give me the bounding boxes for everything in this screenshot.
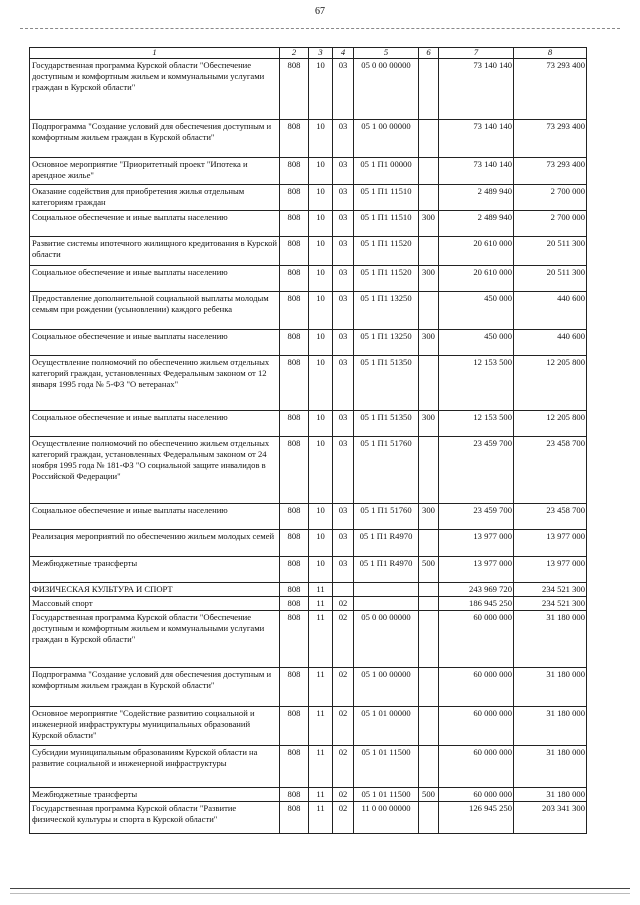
row-section-cell: 11 (309, 746, 333, 788)
row-section-cell: 10 (309, 292, 333, 330)
row-amount-2-cell: 440 600 (514, 292, 587, 330)
row-name-cell: Основное мероприятие "Содействие развитию социальной и инженерной инфраструктуры муниципальных образований Курской области" (30, 707, 280, 746)
row-target-article-cell: 05 0 00 00000 (354, 611, 419, 668)
row-amount-2-cell: 2 700 000 (514, 211, 587, 237)
header-col-4: 4 (333, 48, 354, 59)
row-code-cell: 808 (280, 557, 309, 583)
row-amount-1-cell: 73 140 140 (439, 158, 514, 185)
row-target-article-cell: 05 1 П1 51760 (354, 437, 419, 504)
bottom-divider-light (10, 893, 630, 894)
row-name-cell: Развитие системы ипотечного жилищного кредитования в Курской области (30, 237, 280, 266)
row-subsection-cell: 03 (333, 120, 354, 158)
row-code-cell: 808 (280, 292, 309, 330)
row-target-article-cell: 05 1 П1 00000 (354, 158, 419, 185)
row-amount-1-cell: 243 969 720 (439, 583, 514, 597)
row-section-cell: 10 (309, 211, 333, 237)
table-row (30, 611, 587, 668)
row-amount-1-cell: 13 977 000 (439, 557, 514, 583)
row-subsection-cell: 02 (333, 707, 354, 746)
row-expense-type-cell: 300 (419, 330, 439, 356)
table-row (30, 788, 587, 802)
table-row (30, 504, 587, 530)
table-row (30, 411, 587, 437)
table-row (30, 437, 587, 504)
row-amount-2-cell: 31 180 000 (514, 746, 587, 788)
row-name-cell: Социальное обеспечение и иные выплаты населению (30, 504, 280, 530)
row-expense-type-cell (419, 292, 439, 330)
row-subsection-cell: 03 (333, 158, 354, 185)
row-amount-2-cell: 440 600 (514, 330, 587, 356)
row-name-cell: Реализация мероприятий по обеспечению жильем молодых семей (30, 530, 280, 557)
row-subsection-cell: 03 (333, 530, 354, 557)
row-subsection-cell: 03 (333, 237, 354, 266)
row-amount-1-cell: 450 000 (439, 292, 514, 330)
row-amount-1-cell: 12 153 500 (439, 356, 514, 411)
row-name-cell: Социальное обеспечение и иные выплаты населению (30, 266, 280, 292)
row-target-article-cell: 05 1 00 00000 (354, 668, 419, 707)
row-amount-2-cell: 31 180 000 (514, 611, 587, 668)
table-row (30, 59, 587, 120)
row-target-article-cell: 05 1 П1 11510 (354, 185, 419, 211)
row-expense-type-cell: 500 (419, 788, 439, 802)
row-amount-1-cell: 186 945 250 (439, 597, 514, 611)
row-amount-2-cell: 31 180 000 (514, 707, 587, 746)
table-row (30, 802, 587, 834)
row-expense-type-cell (419, 437, 439, 504)
row-section-cell: 10 (309, 504, 333, 530)
row-code-cell: 808 (280, 158, 309, 185)
row-subsection-cell: 02 (333, 746, 354, 788)
row-subsection-cell: 03 (333, 330, 354, 356)
row-code-cell: 808 (280, 504, 309, 530)
row-amount-1-cell: 20 610 000 (439, 237, 514, 266)
row-name-cell: Государственная программа Курской области "Развитие физической культуры и спорта в Курской области" (30, 802, 280, 834)
table-row (30, 185, 587, 211)
row-amount-1-cell: 20 610 000 (439, 266, 514, 292)
row-code-cell: 808 (280, 611, 309, 668)
row-section-cell: 11 (309, 597, 333, 611)
table-row (30, 120, 587, 158)
row-amount-1-cell: 73 140 140 (439, 120, 514, 158)
table-row (30, 211, 587, 237)
row-code-cell: 808 (280, 802, 309, 834)
row-amount-1-cell: 23 459 700 (439, 504, 514, 530)
table-row (30, 557, 587, 583)
row-expense-type-cell: 300 (419, 266, 439, 292)
row-subsection-cell: 03 (333, 356, 354, 411)
row-subsection-cell: 03 (333, 185, 354, 211)
row-section-cell: 11 (309, 788, 333, 802)
row-name-cell: Социальное обеспечение и иные выплаты населению (30, 211, 280, 237)
row-section-cell: 10 (309, 557, 333, 583)
table-row (30, 292, 587, 330)
row-target-article-cell: 05 1 П1 51760 (354, 504, 419, 530)
row-amount-2-cell: 13 977 000 (514, 557, 587, 583)
row-subsection-cell: 02 (333, 611, 354, 668)
row-amount-2-cell: 20 511 300 (514, 237, 587, 266)
row-code-cell: 808 (280, 746, 309, 788)
row-target-article-cell: 05 1 П1 11520 (354, 237, 419, 266)
row-amount-1-cell: 23 459 700 (439, 437, 514, 504)
table-row (30, 330, 587, 356)
row-code-cell: 808 (280, 788, 309, 802)
table-row (30, 668, 587, 707)
row-subsection-cell: 02 (333, 802, 354, 834)
row-name-cell: Межбюджетные трансферты (30, 557, 280, 583)
row-amount-1-cell: 73 140 140 (439, 59, 514, 120)
row-section-cell: 10 (309, 356, 333, 411)
row-amount-1-cell: 60 000 000 (439, 611, 514, 668)
row-expense-type-cell (419, 530, 439, 557)
row-amount-2-cell: 73 293 400 (514, 120, 587, 158)
row-subsection-cell: 03 (333, 411, 354, 437)
table-row (30, 746, 587, 788)
row-expense-type-cell (419, 59, 439, 120)
row-amount-2-cell: 20 511 300 (514, 266, 587, 292)
row-expense-type-cell (419, 802, 439, 834)
table-row (30, 158, 587, 185)
row-code-cell: 808 (280, 668, 309, 707)
row-code-cell: 808 (280, 237, 309, 266)
row-name-cell: ФИЗИЧЕСКАЯ КУЛЬТУРА И СПОРТ (30, 583, 280, 597)
row-target-article-cell: 05 1 01 11500 (354, 746, 419, 788)
row-name-cell: Государственная программа Курской области "Обеспечение доступным и комфортным жильем и коммунальными услугами граждан в Курской области" (30, 611, 280, 668)
table-row (30, 583, 587, 597)
table-body (30, 59, 587, 834)
row-section-cell: 10 (309, 411, 333, 437)
row-code-cell: 808 (280, 583, 309, 597)
row-code-cell: 808 (280, 356, 309, 411)
row-code-cell: 808 (280, 120, 309, 158)
row-target-article-cell: 05 1 П1 11520 (354, 266, 419, 292)
row-target-article-cell: 05 1 П1 51350 (354, 356, 419, 411)
row-expense-type-cell: 300 (419, 504, 439, 530)
row-section-cell: 10 (309, 59, 333, 120)
row-name-cell: Подпрограмма "Создание условий для обеспечения доступным и комфортным жильем граждан в Курской области" (30, 120, 280, 158)
row-amount-1-cell: 450 000 (439, 330, 514, 356)
row-expense-type-cell (419, 185, 439, 211)
row-amount-1-cell: 60 000 000 (439, 746, 514, 788)
table-row (30, 266, 587, 292)
row-amount-2-cell: 23 458 700 (514, 504, 587, 530)
top-divider (20, 28, 620, 29)
table-row (30, 356, 587, 411)
budget-table-container (29, 47, 586, 834)
row-subsection-cell (333, 583, 354, 597)
row-name-cell: Предоставление дополнительной социальной выплаты молодым семьям при рождении (усыновлении) каждого ребенка (30, 292, 280, 330)
row-section-cell: 10 (309, 185, 333, 211)
row-section-cell: 11 (309, 707, 333, 746)
row-name-cell: Межбюджетные трансферты (30, 788, 280, 802)
row-target-article-cell: 05 1 П1 51350 (354, 411, 419, 437)
row-section-cell: 10 (309, 330, 333, 356)
row-name-cell: Подпрограмма "Создание условий для обеспечения доступным и комфортным жильем граждан в Курской области" (30, 668, 280, 707)
row-code-cell: 808 (280, 707, 309, 746)
row-target-article-cell: 05 1 П1 R4970 (354, 530, 419, 557)
row-subsection-cell: 03 (333, 504, 354, 530)
row-amount-2-cell: 73 293 400 (514, 158, 587, 185)
row-expense-type-cell (419, 707, 439, 746)
row-target-article-cell: 05 1 П1 13250 (354, 292, 419, 330)
row-amount-2-cell: 31 180 000 (514, 788, 587, 802)
row-section-cell: 10 (309, 530, 333, 557)
row-code-cell: 808 (280, 530, 309, 557)
row-amount-1-cell: 13 977 000 (439, 530, 514, 557)
row-target-article-cell: 05 0 00 00000 (354, 59, 419, 120)
row-subsection-cell: 03 (333, 59, 354, 120)
row-code-cell: 808 (280, 437, 309, 504)
row-section-cell: 10 (309, 266, 333, 292)
row-target-article-cell: 05 1 П1 R4970 (354, 557, 419, 583)
row-name-cell: Социальное обеспечение и иные выплаты населению (30, 330, 280, 356)
row-amount-2-cell: 12 205 800 (514, 356, 587, 411)
row-amount-2-cell: 23 458 700 (514, 437, 587, 504)
row-expense-type-cell (419, 158, 439, 185)
row-amount-2-cell: 203 341 300 (514, 802, 587, 834)
row-code-cell: 808 (280, 597, 309, 611)
row-subsection-cell: 02 (333, 788, 354, 802)
bottom-divider (10, 888, 630, 889)
row-section-cell: 11 (309, 611, 333, 668)
row-expense-type-cell: 300 (419, 411, 439, 437)
header-col-3: 3 (309, 48, 333, 59)
table-row (30, 530, 587, 557)
row-code-cell: 808 (280, 330, 309, 356)
row-amount-1-cell: 126 945 250 (439, 802, 514, 834)
row-code-cell: 808 (280, 266, 309, 292)
row-code-cell: 808 (280, 211, 309, 237)
row-section-cell: 10 (309, 237, 333, 266)
row-target-article-cell: 05 1 01 11500 (354, 788, 419, 802)
row-expense-type-cell (419, 597, 439, 611)
row-expense-type-cell (419, 668, 439, 707)
row-amount-1-cell: 2 489 940 (439, 211, 514, 237)
row-name-cell: Оказание содействия для приобретения жилья отдельным категориям граждан (30, 185, 280, 211)
row-amount-1-cell: 2 489 940 (439, 185, 514, 211)
row-target-article-cell: 05 1 01 00000 (354, 707, 419, 746)
header-col-6: 6 (419, 48, 439, 59)
header-col-2: 2 (280, 48, 309, 59)
row-amount-2-cell: 234 521 300 (514, 583, 587, 597)
row-expense-type-cell (419, 611, 439, 668)
row-expense-type-cell: 500 (419, 557, 439, 583)
row-section-cell: 10 (309, 120, 333, 158)
row-subsection-cell: 02 (333, 597, 354, 611)
header-row (30, 48, 587, 59)
row-subsection-cell: 03 (333, 211, 354, 237)
row-subsection-cell: 03 (333, 266, 354, 292)
row-section-cell: 10 (309, 437, 333, 504)
row-subsection-cell: 02 (333, 668, 354, 707)
row-expense-type-cell (419, 356, 439, 411)
page-number: 67 (315, 6, 325, 17)
row-target-article-cell: 05 1 П1 13250 (354, 330, 419, 356)
budget-table (29, 47, 587, 834)
table-row (30, 707, 587, 746)
row-name-cell: Основное мероприятие "Приоритетный проект "Ипотека и арендное жилье" (30, 158, 280, 185)
row-amount-2-cell: 13 977 000 (514, 530, 587, 557)
row-code-cell: 808 (280, 411, 309, 437)
row-expense-type-cell: 300 (419, 211, 439, 237)
row-section-cell: 11 (309, 583, 333, 597)
row-amount-1-cell: 12 153 500 (439, 411, 514, 437)
row-amount-1-cell: 60 000 000 (439, 707, 514, 746)
row-expense-type-cell (419, 583, 439, 597)
row-code-cell: 808 (280, 59, 309, 120)
row-section-cell: 11 (309, 802, 333, 834)
row-expense-type-cell (419, 746, 439, 788)
row-name-cell: Осуществление полномочий по обеспечению жильем отдельных категорий граждан, установленных Федеральным законом от 24 ноября 1995 года № 181-ФЗ "О социальной защите инвалидов в Российской Федерации" (30, 437, 280, 504)
row-target-article-cell (354, 597, 419, 611)
row-amount-1-cell: 60 000 000 (439, 668, 514, 707)
row-subsection-cell: 03 (333, 292, 354, 330)
row-expense-type-cell (419, 120, 439, 158)
header-col-1: 1 (30, 48, 280, 59)
row-name-cell: Государственная программа Курской области "Обеспечение доступным и комфортным жильем и коммунальными услугами граждан в Курской области" (30, 59, 280, 120)
row-amount-2-cell: 234 521 300 (514, 597, 587, 611)
row-amount-2-cell: 73 293 400 (514, 59, 587, 120)
row-name-cell: Осуществление полномочий по обеспечению жильем отдельных категорий граждан, установленных Федеральным законом от 12 января 1995 года № 5-ФЗ "О ветеранах" (30, 356, 280, 411)
row-name-cell: Социальное обеспечение и иные выплаты населению (30, 411, 280, 437)
row-amount-2-cell: 12 205 800 (514, 411, 587, 437)
row-amount-2-cell: 2 700 000 (514, 185, 587, 211)
row-code-cell: 808 (280, 185, 309, 211)
row-subsection-cell: 03 (333, 557, 354, 583)
row-amount-2-cell: 31 180 000 (514, 668, 587, 707)
row-target-article-cell: 05 1 00 00000 (354, 120, 419, 158)
header-col-5: 5 (354, 48, 419, 59)
row-target-article-cell (354, 583, 419, 597)
row-target-article-cell: 11 0 00 00000 (354, 802, 419, 834)
row-name-cell: Массовый спорт (30, 597, 280, 611)
row-expense-type-cell (419, 237, 439, 266)
table-row (30, 597, 587, 611)
row-subsection-cell: 03 (333, 437, 354, 504)
table-row (30, 237, 587, 266)
header-col-8: 8 (514, 48, 587, 59)
row-section-cell: 10 (309, 158, 333, 185)
row-section-cell: 11 (309, 668, 333, 707)
row-name-cell: Субсидии муниципальным образованиям Курской области на развитие социальной и инженерной инфраструктуры (30, 746, 280, 788)
row-amount-1-cell: 60 000 000 (439, 788, 514, 802)
header-col-7: 7 (439, 48, 514, 59)
row-target-article-cell: 05 1 П1 11510 (354, 211, 419, 237)
